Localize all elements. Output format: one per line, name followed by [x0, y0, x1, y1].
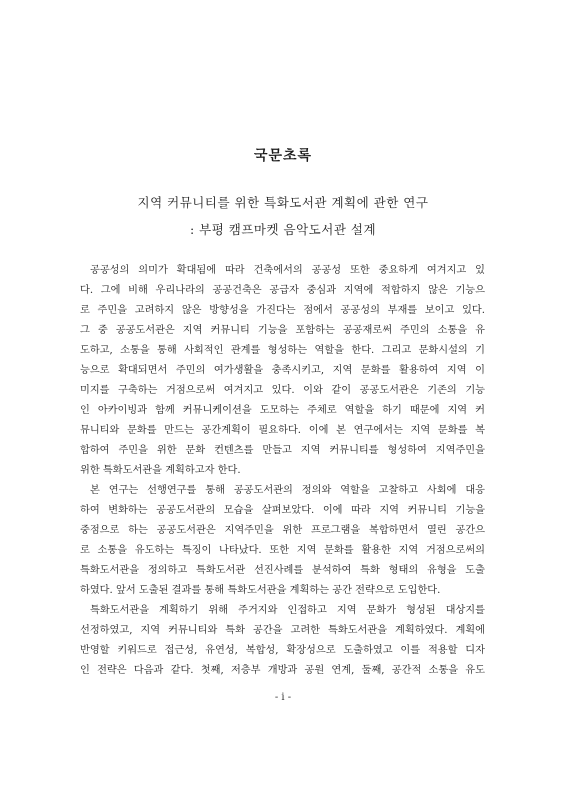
body-line: 반영할 키워드로 접근성, 유연성, 복합성, 확장성으로 도출하였고 이를 적용할 디자 — [80, 645, 485, 656]
body-line: 로 소통을 유도하는 특징이 나타났다. 또한 지역 문화를 활용한 지역 거점으로써의 — [80, 545, 485, 556]
body-line: 인 전략은 다음과 같다. 첫째, 저층부 개방과 공원 연계, 둘째, 공간적 소통을 유도 — [80, 665, 485, 676]
page-number: - i - — [274, 692, 292, 703]
body-line: 그 중 공공도서관은 지역 커뮤니티 기능을 포함하는 공공재로써 주민의 소통을 유 — [80, 325, 485, 336]
thesis-title: 지역 커뮤니티를 위한 특화도서관 계획에 관한 연구 — [137, 195, 429, 210]
body-line: 선정하였고, 지역 커뮤니티와 특화 공간을 고려한 특화도서관을 계획하였다. 계획에 — [80, 625, 485, 636]
thesis-subtitle: : 부평 캠프마켓 음악도서관 설계 — [189, 222, 377, 237]
body-line: 로 주민을 고려하지 않은 방향성을 가진다는 점에서 공공성의 부재를 보이고 있다. — [80, 305, 485, 316]
body-line: 공공성의 의미가 확대됨에 따라 건축에서의 공공성 또한 중요하게 여겨지고 있 — [90, 265, 485, 276]
body-line: 합하여 주민을 위한 문화 컨텐츠를 만들고 지역 커뮤니티를 형성하여 지역주민을 — [80, 445, 485, 456]
body-line: 인 아카이빙과 함께 커뮤니케이션을 도모하는 주체로 역할을 하기 때문에 지역 커 — [80, 405, 485, 416]
body-line: 하여 변화하는 공공도서관의 모습을 살펴보았다. 이에 따라 지역 커뮤니티 기능을 — [80, 505, 485, 516]
body-line: 특화도서관을 계획하기 위해 주거지와 인접하고 지역 문화가 형성된 대상지를 — [90, 605, 485, 616]
body-line: 중점으로 하는 공공도서관은 지역주민을 위한 프로그램을 복합하면서 열린 공간으 — [80, 525, 485, 536]
body-line: 미지를 구축하는 거점으로써 여겨지고 있다. 이와 같이 공공도서관은 기존의 기능 — [80, 385, 485, 396]
body-line: 도하고, 소통을 통해 사회적인 관계를 형성하는 역할을 한다. 그리고 문화시설의 기 — [80, 345, 485, 356]
body-line: 특화도서관을 정의하고 특화도서관 선진사례를 분석하여 특화 형태의 유형을 도출 — [80, 565, 485, 576]
body-line: 능으로 확대되면서 주민의 여가생활을 충족시키고, 지역 문화를 활용하여 지역 이 — [80, 365, 485, 376]
abstract-body — [80, 261, 485, 681]
body-line: 위한 특화도서관을 계획하고자 한다. — [80, 465, 241, 476]
body-line: 다. 그에 비해 우리나라의 공공건축은 공급자 중심과 지역에 적합하지 않은 기능으 — [80, 285, 485, 296]
body-line: 뮤니티와 문화를 만드는 공간계획이 필요하다. 이에 본 연구에서는 지역 문화를 복 — [80, 425, 485, 436]
abstract-heading: 국문초록 — [253, 148, 313, 164]
body-line: 본 연구는 선행연구를 통해 공공도서관의 정의와 역할을 고찰하고 사회에 대응 — [90, 485, 485, 496]
body-line: 하였다. 앞서 도출된 결과를 통해 특화도서관을 계획하는 공간 전략으로 도입한다. — [80, 585, 441, 596]
